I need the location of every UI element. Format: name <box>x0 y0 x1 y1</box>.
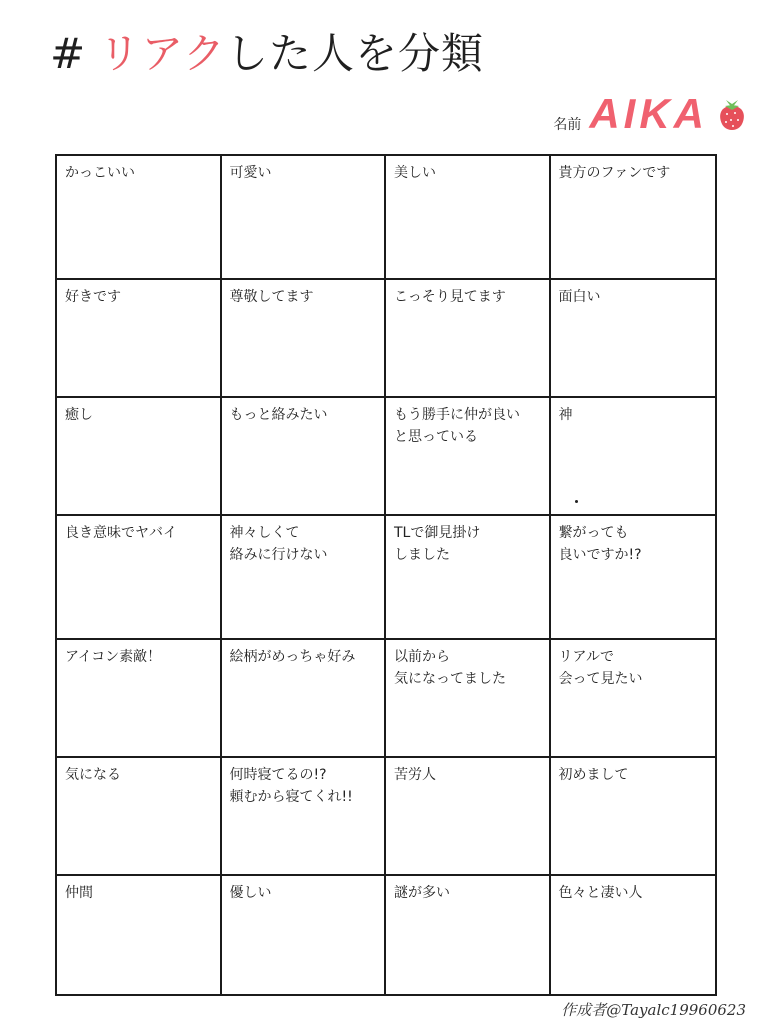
grid-cell: かっこいい <box>57 156 222 280</box>
grid-cell: 仲間 <box>57 876 222 996</box>
title-hash: # <box>50 29 87 78</box>
page-title <box>50 28 484 80</box>
name-value: AIKA <box>589 90 708 137</box>
grid-cell: 苦労人 <box>386 758 551 876</box>
grid-cell: 気になる <box>57 758 222 876</box>
grid-cell: 色々と凄い人 <box>558 885 643 901</box>
name-area <box>553 88 748 140</box>
grid-cell: TLで御見掛け しました <box>386 516 551 640</box>
grid-cell: リアルで 会って見たい <box>551 640 716 758</box>
title-rest: した人を分類 <box>225 29 484 78</box>
classification-grid <box>55 154 717 996</box>
grid-cell: 癒し <box>57 398 222 516</box>
grid-cell: 良き意味でヤバイ <box>57 516 222 640</box>
grid-cell: 尊敬してます <box>222 280 387 398</box>
grid-cell: 何時寝てるの!? 頼むから寝てくれ!! <box>222 758 387 876</box>
grid-cell: 優しい <box>222 876 387 996</box>
grid-cell: 美しい <box>386 156 551 280</box>
grid-cell: もう勝手に仲が良い と思っている <box>386 398 551 516</box>
grid-cell: 神々しくて 絡みに行けない <box>222 516 387 640</box>
grid-cell: 好きです <box>57 280 222 398</box>
grid-cell: 貴方のファンです <box>551 156 716 280</box>
title-accent: リアク <box>98 29 226 78</box>
strawberry-icon <box>716 94 748 134</box>
grid-cell: もっと絡みたい <box>222 398 387 516</box>
grid-cell: 絵柄がめっちゃ好み <box>222 640 387 758</box>
grid-cell: 神 <box>551 398 716 516</box>
grid-cell: 初めまして <box>551 758 716 876</box>
grid-cell: 謎が多い <box>386 876 551 996</box>
grid-cell: 可愛い <box>222 156 387 280</box>
grid-cell: 面白い <box>551 280 716 398</box>
stray-dot <box>575 500 578 503</box>
grid-cell: アイコン素敵！ <box>57 640 222 758</box>
credit-text: 作成者@Tayalc19960623 <box>561 1001 746 1019</box>
name-label: 名前 <box>553 117 582 133</box>
grid-cell: 繋がっても 良いですか!? <box>551 516 716 640</box>
grid-cell: こっそり見てます <box>386 280 551 398</box>
grid-cell: 以前から 気になってました <box>386 640 551 758</box>
